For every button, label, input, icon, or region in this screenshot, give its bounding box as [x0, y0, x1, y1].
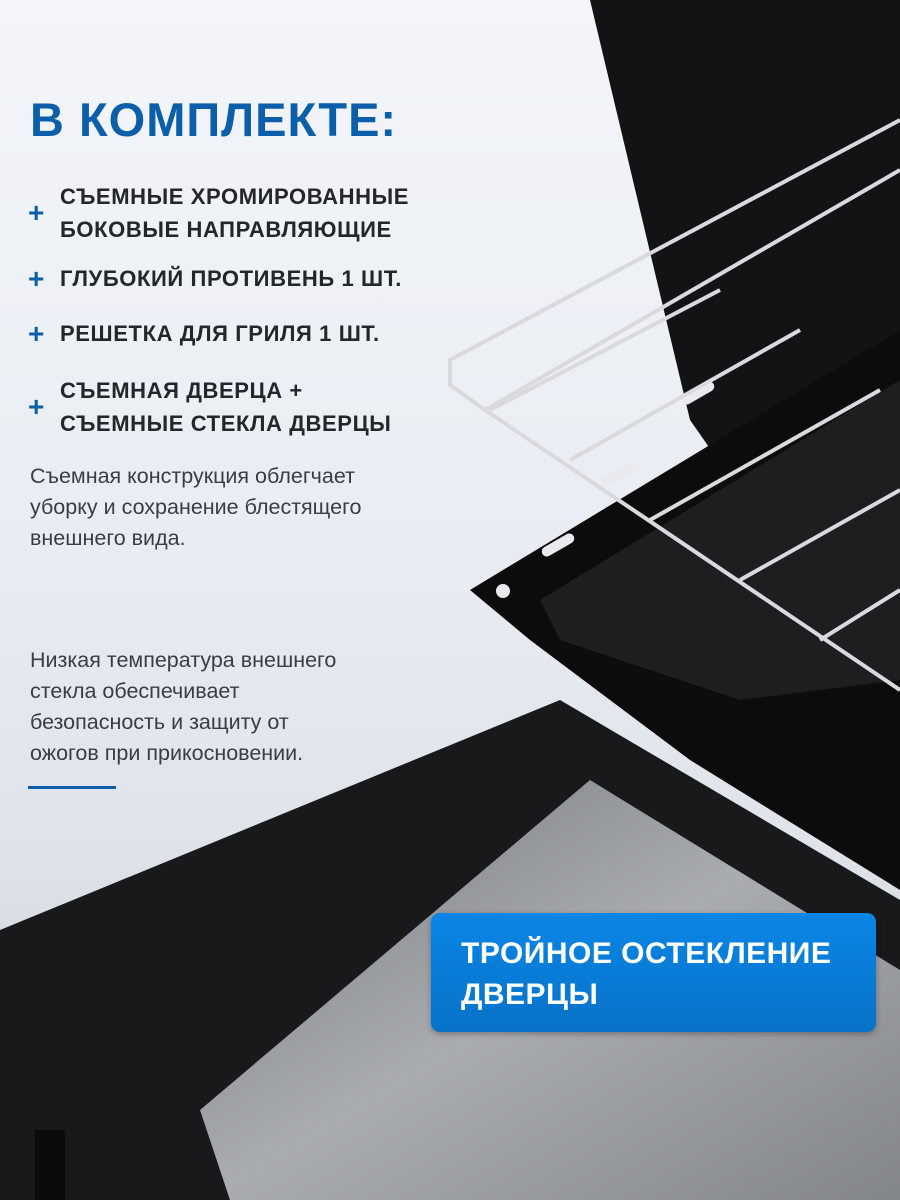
plus-icon: +	[28, 391, 45, 422]
item-line: РЕШЕТКА ДЛЯ ГРИЛЯ 1 ШТ.	[60, 321, 380, 346]
item-line: СЪЕМНАЯ ДВЕРЦА +	[60, 378, 303, 403]
divider	[28, 786, 116, 789]
description-paragraph: Съемная конструкция облегчает уборку и сохранение блестящего внешнего вида.	[30, 464, 362, 550]
item-line: ГЛУБОКИЙ ПРОТИВЕНЬ 1 ШТ.	[60, 266, 402, 291]
included-item	[28, 262, 402, 295]
item-line: СЪЕМНЫЕ ХРОМИРОВАННЫЕ	[60, 184, 410, 209]
plus-icon: +	[28, 317, 45, 349]
included-item	[28, 374, 391, 440]
included-item	[28, 180, 409, 246]
badge-line: ТРОЙНОЕ ОСТЕКЛЕНИЕ	[461, 937, 832, 970]
item-line: БОКОВЫЕ НАПРАВЛЯЮЩИЕ	[60, 217, 392, 242]
section-title: В КОМПЛЕКТЕ:	[30, 93, 398, 146]
feature-badge	[431, 913, 876, 1032]
item-line: СЪЕМНЫЕ СТЕКЛА ДВЕРЦЫ	[60, 411, 392, 436]
plus-icon: +	[28, 262, 45, 294]
badge-line: ДВЕРЦЫ	[461, 978, 599, 1011]
plus-icon: +	[28, 197, 45, 228]
description-paragraph: Низкая температура внешнего стекла обеспечивает безопасность и защиту от ожогов при прикосновении.	[30, 648, 337, 765]
included-item	[28, 317, 380, 350]
